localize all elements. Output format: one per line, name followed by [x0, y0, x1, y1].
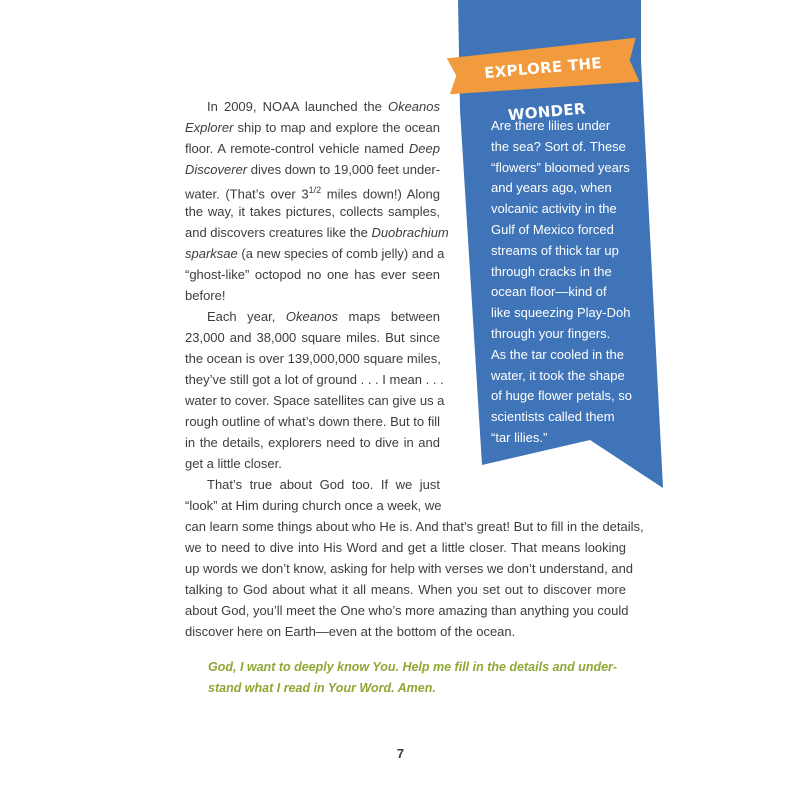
sidebar-line: like squeezing Play-Doh	[491, 305, 631, 321]
sidebar-line: water, it took the shape	[491, 367, 625, 383]
paragraph-line: we to need to dive into His Word and get a little closer. That means looking	[185, 540, 626, 555]
paragraph-line: Each year, Okeanos maps between	[207, 309, 440, 324]
sidebar-line: Are there lilies under	[491, 118, 611, 133]
sidebar-line: Gulf of Mexico forced	[491, 221, 614, 237]
paragraph-line: in the details, explorers need to dive in and	[185, 435, 440, 450]
paragraph-line: and discovers creatures like the Duobrachium	[185, 225, 449, 240]
sidebar-line: through cracks in the	[491, 263, 612, 279]
paragraph-line: In 2009, NOAA launched the Okeanos	[207, 99, 440, 114]
sidebar-line: and years ago, when	[491, 180, 612, 196]
sidebar-line: the sea? Sort of. These	[491, 138, 626, 154]
paragraph-line: the way, it takes pictures, collects samples,	[185, 204, 440, 219]
paragraph-line: water to cover. Space satellites can give us a	[185, 393, 445, 408]
paragraph-line: talking to God about what it all means. When you set out to discover more	[185, 582, 626, 597]
sidebar-line: through your fingers.	[491, 325, 611, 341]
paragraph-line: they’ve still got a lot of ground . . . I mean . . .	[185, 372, 444, 387]
paragraph-line: “look” at Him during church once a week, we	[185, 498, 442, 513]
sidebar-line: ocean floor—kind of	[491, 284, 607, 300]
paragraph-line: floor. A remote-control vehicle named Deep	[185, 141, 440, 156]
paragraph-line: can learn some things about who He is. And that’s great! But to fill in the details,	[185, 519, 644, 534]
sidebar-line: “tar lilies.”	[491, 429, 548, 445]
banner-title: EXPLORE THE WONDER	[483, 53, 603, 125]
sidebar-line: scientists called them	[491, 409, 615, 425]
paragraph-line: water. (That’s over $3^{1/2}$ miles down!) Along	[185, 185, 440, 202]
prayer-line: God, I want to deeply know You. Help me fill in the details and under-	[208, 660, 618, 674]
paragraph-line: “ghost-like” octopod no one has ever seen	[185, 267, 440, 282]
paragraph-line: Explorer ship to map and explore the ocean	[185, 120, 440, 135]
page-number: 7	[396, 746, 405, 761]
sidebar-line: “flowers” bloomed years	[491, 159, 630, 175]
paragraph-line: up words we don’t know, asking for help with verses we don’t understand, and	[185, 561, 634, 576]
sidebar-line: of huge flower petals, so	[491, 388, 632, 404]
paragraph-line: before!	[185, 288, 226, 303]
body-text	[185, 96, 644, 642]
paragraph-line: sparksae (a new species of comb jelly) and a	[185, 246, 445, 261]
paragraph-line: 23,000 and 38,000 square miles. But since	[185, 330, 440, 345]
paragraph-line: That’s true about God too. If we just	[207, 477, 440, 492]
sidebar-line: volcanic activity in the	[491, 201, 617, 217]
paragraph-line: about God, you’ll meet the One who’s more amazing than anything you could	[185, 603, 629, 618]
paragraph-line: discover here on Earth—even at the bottom of the ocean.	[185, 624, 516, 639]
paragraph-line: get a little closer.	[185, 456, 282, 471]
prayer-line: stand what I read in Your Word. Amen.	[208, 681, 436, 695]
sidebar-line: As the tar cooled in the	[491, 346, 624, 362]
paragraph-line: the ocean is over 139,000,000 square miles,	[185, 351, 441, 366]
prayer-text	[208, 657, 618, 699]
sidebar-line: streams of thick tar up	[491, 242, 619, 258]
paragraph-line: Discoverer dives down to 19,000 feet under-	[185, 162, 441, 177]
paragraph-line: rough outline of what’s down there. But to fill	[185, 414, 440, 429]
